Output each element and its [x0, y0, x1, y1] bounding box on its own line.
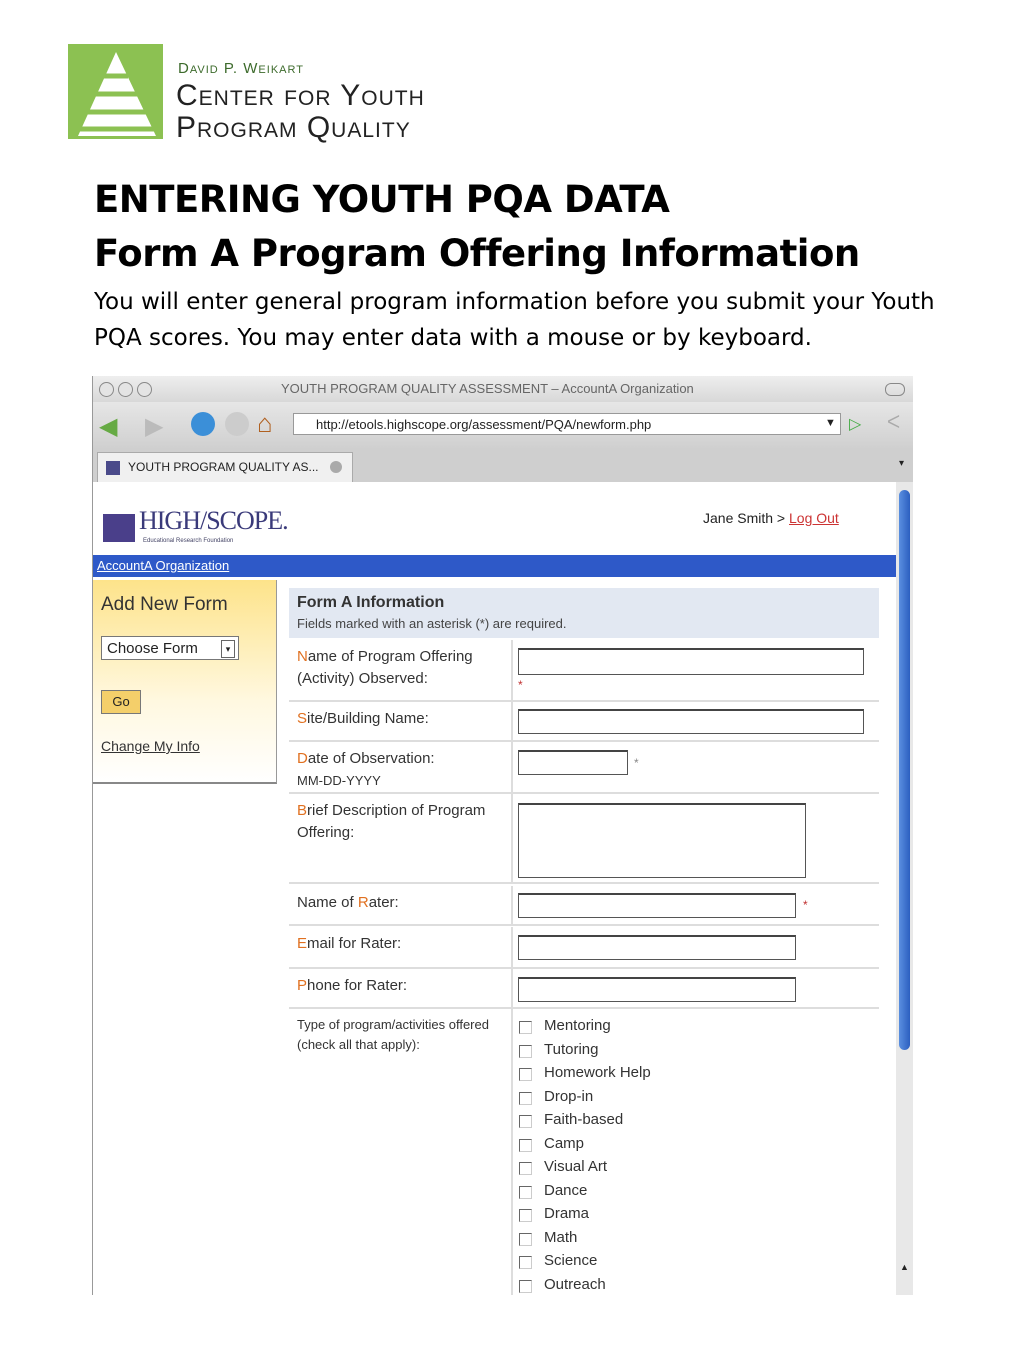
- required-asterisk: *: [803, 898, 808, 912]
- program-type-label: Camp: [544, 1134, 585, 1152]
- sidebar-add-form: [93, 580, 277, 784]
- program-type-checkbox[interactable]: [519, 1280, 532, 1293]
- program-type-label: Drop-in: [544, 1087, 594, 1105]
- go-button[interactable]: Go: [101, 690, 141, 714]
- scrollbar[interactable]: [896, 482, 913, 1295]
- forward-icon[interactable]: ▶: [145, 413, 164, 440]
- window-titlebar: [93, 376, 913, 402]
- window-title: YOUTH PROGRAM QUALITY ASSESSMENT – AccountA Organization: [281, 381, 694, 396]
- logo-line1: David P. Weikart: [178, 60, 304, 77]
- tab-youth-pqa[interactable]: [97, 452, 353, 482]
- intro-text: You will enter general program information before you submit your Youth PQA scores. You may enter data with a mouse or by keyboard.: [94, 289, 935, 351]
- tab-list-icon[interactable]: ▾: [899, 458, 905, 469]
- program-type-checkbox[interactable]: [519, 1186, 532, 1199]
- field-label: Site/Building Name:: [297, 710, 429, 727]
- rater-email-input[interactable]: [518, 935, 796, 960]
- close-tab-icon[interactable]: [330, 461, 342, 473]
- tab-bar: [93, 448, 913, 483]
- program-type-checkbox[interactable]: [519, 1045, 532, 1058]
- logo-line2: [176, 80, 425, 144]
- org-link[interactable]: AccountA Organization: [97, 558, 230, 573]
- program-type-label: Tutoring: [544, 1040, 599, 1058]
- program-name-input[interactable]: [518, 648, 864, 675]
- zoom-window-icon[interactable]: [137, 382, 152, 397]
- site-input[interactable]: [518, 709, 864, 734]
- program-type-checkbox[interactable]: [519, 1256, 532, 1269]
- program-type-label: Outreach: [544, 1275, 606, 1293]
- tab-title: YOUTH PROGRAM QUALITY AS...: [128, 460, 319, 474]
- close-window-icon[interactable]: [99, 382, 114, 397]
- program-type-checkbox[interactable]: [519, 1139, 532, 1152]
- rater-name-input[interactable]: [518, 893, 796, 918]
- program-type-checkbox[interactable]: [519, 1021, 532, 1034]
- select-value: Choose Form: [107, 640, 198, 657]
- required-asterisk: *: [518, 678, 523, 692]
- go-arrow-icon[interactable]: ▷: [849, 416, 862, 433]
- change-info-link[interactable]: Change My Info: [101, 738, 200, 754]
- program-type-checkbox[interactable]: [519, 1115, 532, 1128]
- program-type-checkbox[interactable]: [519, 1233, 532, 1246]
- field-row-email: [289, 927, 879, 969]
- browser-toolbar: [93, 402, 913, 448]
- choose-form-select[interactable]: [101, 636, 239, 660]
- home-icon[interactable]: ⌂: [257, 408, 273, 438]
- logout-link[interactable]: Log Out: [789, 510, 839, 526]
- program-type-checkbox[interactable]: [519, 1092, 532, 1105]
- logo-line2-text: Center for Youth: [176, 79, 425, 112]
- field-label: Date of Observation: MM-DD-YYYY: [297, 750, 435, 788]
- program-type-label: Homework Help: [544, 1064, 651, 1081]
- program-type-label: Dance: [544, 1181, 588, 1199]
- field-row-site: [289, 702, 879, 742]
- logo-line3-text: Program Quality: [176, 111, 411, 144]
- program-type-checkbox[interactable]: [519, 1209, 532, 1222]
- heading-2: Form A Program Offering Information: [94, 232, 860, 275]
- field-row-program-types: [289, 1009, 879, 1295]
- scrollbar-thumb[interactable]: [899, 490, 910, 1050]
- user-info: [703, 510, 839, 526]
- address-bar[interactable]: [293, 413, 841, 435]
- url-text: http://etools.highscope.org/assessment/PQA/newform.php: [316, 417, 652, 432]
- program-type-checkbox[interactable]: [519, 1162, 532, 1175]
- back-icon[interactable]: ◀: [99, 413, 118, 440]
- web-content: [93, 482, 896, 1295]
- heading-1: ENTERING YOUTH PQA DATA: [94, 178, 670, 221]
- field-label: Name of Program Offering (Activity) Observed:: [297, 648, 473, 687]
- search-icon[interactable]: ᐸ: [887, 412, 901, 432]
- program-type-label: Drama: [544, 1205, 590, 1222]
- field-row-phone: [289, 969, 879, 1009]
- minimize-window-icon[interactable]: [118, 382, 133, 397]
- user-name: Jane Smith >: [703, 510, 786, 526]
- form-title: Form A Information: [297, 594, 445, 611]
- highscope-logo-text: HIGH/SCOPE.: [139, 506, 288, 535]
- stop-icon[interactable]: [225, 412, 249, 436]
- program-type-label: Math: [544, 1228, 578, 1246]
- cypq-logo-icon: [68, 44, 163, 139]
- reload-icon[interactable]: [191, 412, 215, 436]
- rater-phone-input[interactable]: [518, 977, 796, 1002]
- highscope-logo: [103, 500, 288, 550]
- field-label: Type of program/activities offered (check all that apply):: [297, 1017, 489, 1052]
- browser-screenshot: [92, 376, 913, 1295]
- field-row-date: [289, 742, 879, 794]
- program-type-label: Science: [544, 1252, 598, 1269]
- field-label: Name of Rater:: [297, 894, 399, 911]
- url-dropdown-icon[interactable]: ▼: [825, 417, 836, 429]
- chevron-down-icon: ▾: [221, 640, 235, 658]
- field-label: Brief Description of Program Offering:: [297, 802, 486, 841]
- field-row-description: [289, 794, 879, 884]
- required-asterisk: *: [634, 756, 639, 770]
- favicon-icon: [106, 461, 120, 475]
- toolbar-toggle-icon[interactable]: [885, 383, 905, 396]
- org-nav-bar: [93, 555, 896, 577]
- field-label: Email for Rater:: [297, 935, 402, 952]
- field-row-program-name: [289, 640, 879, 702]
- highscope-logo-sub: Educational Research Foundation: [143, 538, 234, 544]
- form-required-note: Fields marked with an asterisk (*) are required.: [297, 616, 567, 631]
- form-header: [289, 588, 879, 638]
- sidebar-title: Add New Form: [101, 594, 228, 615]
- date-input[interactable]: [518, 750, 628, 775]
- field-label: Phone for Rater:: [297, 977, 408, 994]
- program-type-label: Mentoring: [544, 1017, 611, 1034]
- description-textarea[interactable]: [518, 803, 806, 878]
- program-type-checkbox[interactable]: [519, 1068, 532, 1081]
- program-type-label: Visual Art: [544, 1158, 608, 1175]
- field-row-rater: [289, 886, 879, 926]
- scroll-up-icon[interactable]: ▲: [900, 1262, 909, 1272]
- program-type-label: Faith-based: [544, 1111, 624, 1128]
